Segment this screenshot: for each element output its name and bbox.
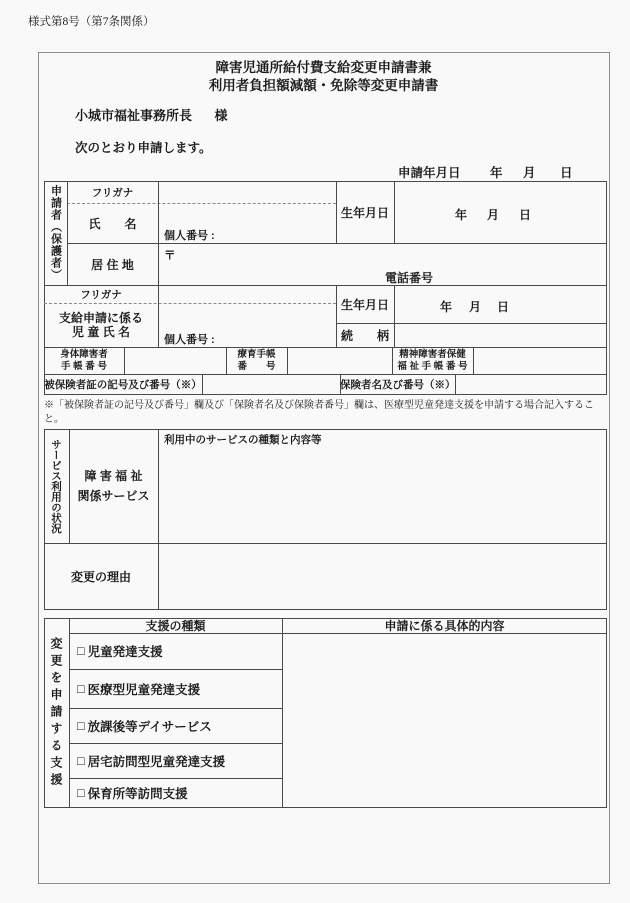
form-number: 様式第8号（第7条関係） — [28, 16, 155, 28]
physical-certificate-label-line1: 身体障害者 — [60, 348, 108, 360]
child-birth-day-unit: 日 — [497, 300, 510, 314]
service-content-header: 利用中のサービスの種類と内容等 — [164, 434, 322, 446]
physical-certificate-number-input[interactable] — [124, 347, 226, 374]
applicant-birth-day-unit: 日 — [519, 208, 532, 222]
child-name-label-line2: 児 童 氏 名 — [71, 325, 130, 339]
request-details-input[interactable] — [282, 633, 607, 808]
checkbox-icon[interactable]: □ — [77, 718, 85, 733]
option-row-child-development-support[interactable] — [69, 633, 282, 669]
child-name-label-line1: 支給申請に係る — [58, 311, 143, 325]
option-label: 放課後等デイサービス — [87, 719, 212, 734]
child-relationship-input[interactable] — [394, 323, 607, 347]
request-detail-header: 申請に係る具体的内容 — [384, 619, 505, 633]
mental-certificate-label-line1: 精神障害者保健 — [399, 348, 466, 360]
support-type-header: 支援の種類 — [145, 619, 206, 633]
postal-mark: 〒 — [164, 250, 176, 262]
insured-card-number-input[interactable] — [202, 374, 340, 395]
child-relationship-label: 続 柄 — [340, 328, 389, 343]
checkbox-icon[interactable]: □ — [77, 644, 85, 658]
addressee: 小城市福祉事務所長 — [75, 108, 193, 123]
application-date-input[interactable] — [455, 161, 605, 177]
applicant-birth-month-unit: 月 — [487, 208, 500, 222]
applicant-furigana-input[interactable] — [158, 181, 336, 203]
option-label: 医療型児童発達支援 — [87, 682, 201, 697]
application-date-month-unit: 月 — [523, 166, 536, 180]
child-birth-month-unit: 月 — [469, 300, 482, 314]
service-category-label-line1: 障 害 福 祉 — [84, 469, 143, 483]
change-reason-input[interactable] — [158, 543, 607, 610]
rehab-certificate-label-line2: 番 号 — [237, 360, 276, 372]
option-label: 児童発達支援 — [87, 645, 163, 659]
checkbox-icon[interactable]: □ — [77, 681, 85, 696]
service-category-label-line2: 関係サービス — [77, 489, 150, 503]
applicant-name-input[interactable] — [158, 203, 336, 227]
child-personal-number-label: 個人番号 : — [164, 334, 215, 346]
mental-certificate-label-line2: 福 祉 手 帳 番 号 — [397, 360, 468, 372]
applicant-address-input[interactable] — [158, 243, 607, 269]
applicant-name-label: 氏 名 — [88, 216, 137, 231]
application-date-year-unit: 年 — [490, 166, 503, 180]
applicant-address-label: 居 住 地 — [91, 257, 134, 272]
service-usage-content-input[interactable] — [158, 443, 607, 543]
rehab-certificate-number-input[interactable] — [287, 347, 392, 374]
insurer-label: 保険者名及び番号（※） — [340, 379, 456, 391]
checkbox-icon[interactable]: □ — [77, 753, 85, 768]
applicant-birth-year-unit: 年 — [455, 208, 468, 222]
application-date-label: 申請年月日 — [398, 166, 461, 180]
child-personal-number-input[interactable] — [215, 331, 336, 346]
applicant-birthdate-input[interactable] — [394, 181, 607, 243]
option-row-home-visit-child-development-support[interactable] — [69, 743, 282, 778]
applicant-phone-label: 電話番号 — [385, 271, 434, 285]
application-date-day-unit: 日 — [560, 166, 573, 180]
applicant-furigana-label: フリガナ — [91, 186, 134, 199]
insured-card-label: 被保険者証の記号及び番号（※） — [44, 379, 202, 391]
note-line1: ※「被保険者証の記号及び番号」欄及び「保険者名及び保険者番号」欄は、医療型児童発達支援を申請する場合記入するこ — [44, 400, 594, 411]
form-title-line2: 利用者負担額減額・免除等変更申請書 — [208, 78, 439, 93]
option-label: 保育所等訪問支援 — [87, 787, 188, 801]
child-furigana-input[interactable] — [158, 285, 336, 303]
child-birthdate-input[interactable] — [394, 285, 607, 323]
applicant-phone-input[interactable] — [432, 268, 607, 284]
physical-certificate-label-line2: 手 帳 番 号 — [61, 360, 107, 372]
child-furigana-label: フリガナ — [80, 288, 122, 301]
form-title-line1: 障害児通所給付費支給変更申請書兼 — [215, 60, 432, 75]
applicant-birthdate-label: 生年月日 — [340, 205, 389, 220]
applicant-personal-number-label: 個人番号 : — [164, 230, 215, 242]
service-usage-side-label: サービス利用の状況 — [50, 438, 62, 534]
checkbox-icon[interactable]: □ — [77, 786, 85, 800]
option-label: 居宅訪問型児童発達支援 — [87, 754, 226, 769]
mental-certificate-number-input[interactable] — [473, 347, 607, 374]
note-line2: と。 — [44, 413, 64, 425]
addressee-honorific: 様 — [214, 108, 228, 123]
child-name-input[interactable] — [158, 303, 336, 330]
option-row-nursery-visit-support[interactable] — [69, 778, 282, 808]
insurer-name-number-input[interactable] — [455, 374, 607, 395]
change-reason-label: 変更の理由 — [70, 570, 131, 584]
option-row-medical-child-development-support[interactable] — [69, 669, 282, 708]
declaration-text: 次のとおり申請します。 — [75, 141, 212, 155]
child-birthdate-label: 生年月日 — [340, 297, 389, 312]
option-row-after-school-day-service[interactable] — [69, 708, 282, 743]
child-birth-year-unit: 年 — [440, 300, 453, 314]
change-request-side-label: 変更を申請する支援 — [49, 636, 63, 790]
applicant-side-label: 申請者（保護者） — [49, 185, 62, 281]
rehab-certificate-label-line1: 療育手帳 — [237, 348, 276, 360]
applicant-personal-number-input[interactable] — [215, 227, 336, 242]
